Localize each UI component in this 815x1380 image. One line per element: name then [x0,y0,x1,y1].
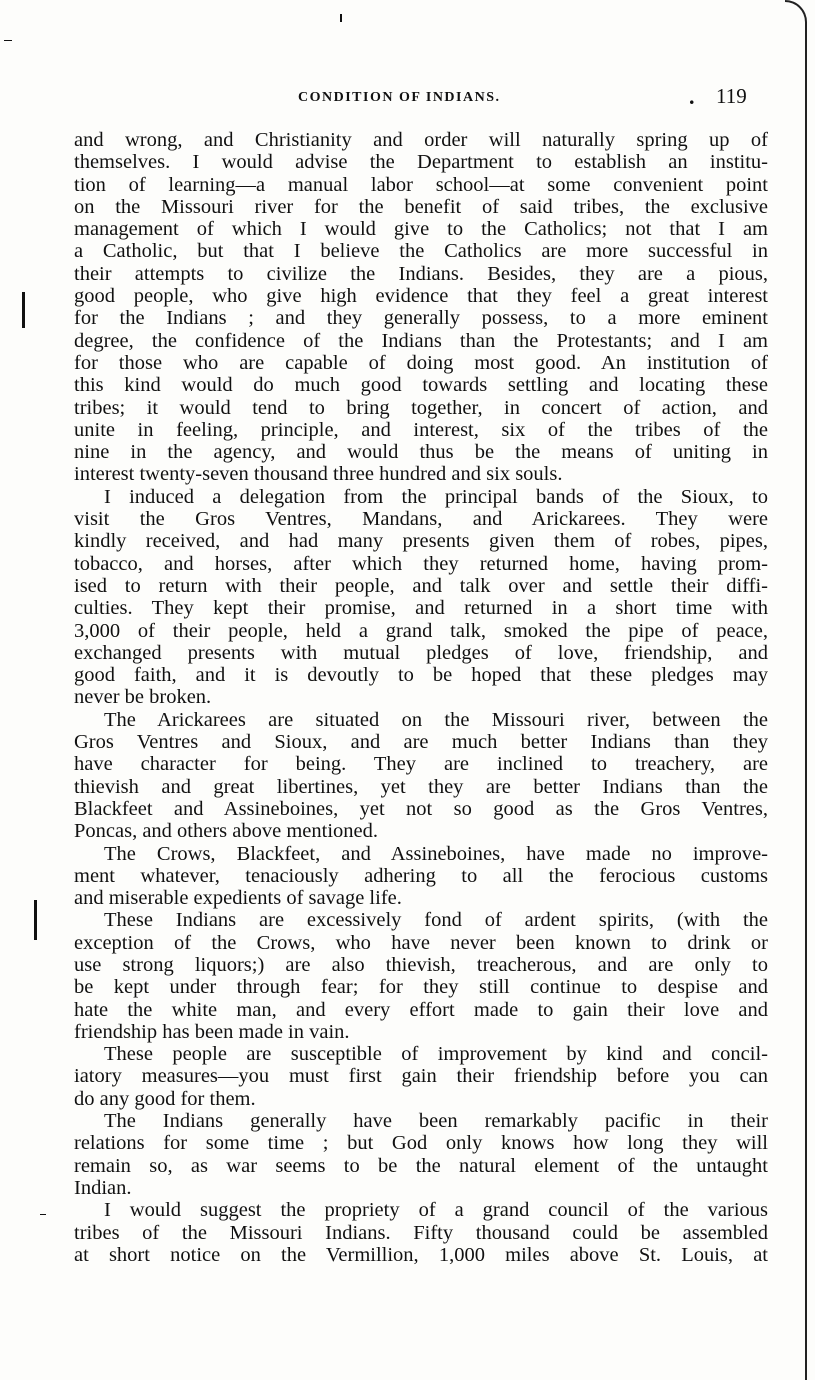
page-edge [785,0,807,1380]
text-line: exception of the Crows, who have never been known to drink or [74,931,768,954]
text-line: visit the Gros Ventres, Mandans, and Arickarees. They were [74,508,768,531]
text-line: Gros Ventres and Sioux, and are much better Indians than they [74,731,768,754]
text-line: good people, who give high evidence that they feel a great interest [74,285,768,308]
text-line: do any good for them. [74,1087,256,1110]
text-line: ised to return with their people, and talk over and settle their diffi- [74,574,768,597]
paragraph [74,129,768,486]
text-line: unite in feeling, principle, and interest, six of the tribes of the [74,418,768,441]
paragraph [74,1199,768,1266]
margin-mark-top [340,14,342,22]
text-line: for the Indians ; and they generally possess, to a more eminent [74,307,768,330]
running-head: CONDITION OF INDIANS. [298,90,501,105]
text-line: friendship has been made in vain. [74,1020,350,1043]
paragraph [74,1043,768,1110]
text-line: use strong liquors;) are also thievish, treacherous, and are only to [74,953,768,976]
margin-mark-tick-1 [4,40,12,41]
text-line: nine in the agency, and would thus be the means of uniting in [74,441,768,464]
paragraph [74,909,768,1043]
text-line: themselves. I would advise the Department to establish an institu- [74,151,768,174]
text-line: their attempts to civilize the Indians. Besides, they are a pious, [74,262,768,285]
text-line: have character for being. They are inclined to treachery, are [74,753,768,776]
paragraph [74,843,768,910]
text-line: tribes of the Missouri Indians. Fifty thousand could be assembled [74,1221,768,1244]
text-line: remain so, as war seems to be the natural element of the untaught [74,1154,768,1177]
text-line: for those who are capable of doing most good. An institution of [74,351,768,374]
margin-mark-left-1 [22,292,25,328]
text-line: at short notice on the Vermillion, 1,000 miles above St. Louis, at [74,1243,768,1266]
margin-mark-tick-2 [40,1214,46,1215]
text-line: The Crows, Blackfeet, and Assineboines, have made no improve- [104,842,768,865]
text-line: exchanged presents with mutual pledges of love, friendship, and [74,641,768,664]
text-line: never be broken. [74,686,212,709]
text-line: culties. They kept their promise, and returned in a short time with [74,597,768,620]
body-text [74,129,768,1266]
text-line: relations for some time ; but God only knows how long they will [74,1132,768,1155]
text-line: kindly received, and had many presents given them of robes, pipes, [74,530,768,553]
text-line: 3,000 of their people, held a grand talk, smoked the pipe of peace, [74,619,768,642]
text-line: management of which I would give to the Catholics; not that I am [74,218,768,241]
text-line: I would suggest the propriety of a grand council of the various [104,1199,768,1222]
margin-mark-left-2 [34,900,37,940]
text-line: tribes; it would tend to bring together, in concert of action, and [74,396,768,419]
text-line: interest twenty-seven thousand three hundred and six souls. [74,463,563,486]
text-line: iatory measures—you must first gain their friendship before you can [74,1065,768,1088]
text-line: thievish and great libertines, yet they are better Indians than the [74,775,768,798]
text-line: tion of learning—a manual labor school—at some convenient point [74,173,768,196]
text-line: be kept under through fear; for they still continue to despise and [74,976,768,999]
header-dot: . [689,84,695,109]
text-line: and wrong, and Christianity and order will naturally spring up of [74,129,768,151]
text-line: ment whatever, tenaciously adhering to all the ferocious customs [74,864,768,887]
text-line: this kind would do much good towards settling and locating these [74,374,768,397]
text-line: I induced a delegation from the principal bands of the Sioux, to [104,485,768,508]
text-line: Poncas, and others above mentioned. [74,820,379,843]
text-line: and miserable expedients of savage life. [74,887,402,910]
page-number: 119 [716,84,747,108]
paragraph [74,1110,768,1199]
text-line: degree, the confidence of the Indians than the Protestants; and I am [74,329,768,352]
text-line: a Catholic, but that I believe the Catholics are more successful in [74,240,768,263]
text-line: These Indians are excessively fond of ardent spirits, (with the [104,909,768,932]
text-line: These people are susceptible of improvement by kind and concil- [104,1043,768,1066]
text-line: good faith, and it is devoutly to be hoped that these pledges may [74,664,768,687]
paragraph [74,486,768,709]
text-line: hate the white man, and every effort made to gain their love and [74,998,768,1021]
text-line: Blackfeet and Assineboines, yet not so good as the Gros Ventres, [74,797,768,820]
text-line: tobacco, and horses, after which they returned home, having prom- [74,552,768,575]
page-header [0,86,815,110]
text-line: Indian. [74,1176,132,1199]
text-line: on the Missouri river for the benefit of said tribes, the exclusive [74,195,768,218]
paragraph [74,709,768,843]
text-line: The Arickarees are situated on the Missouri river, between the [104,708,768,731]
text-line: The Indians generally have been remarkably pacific in their [104,1110,768,1133]
